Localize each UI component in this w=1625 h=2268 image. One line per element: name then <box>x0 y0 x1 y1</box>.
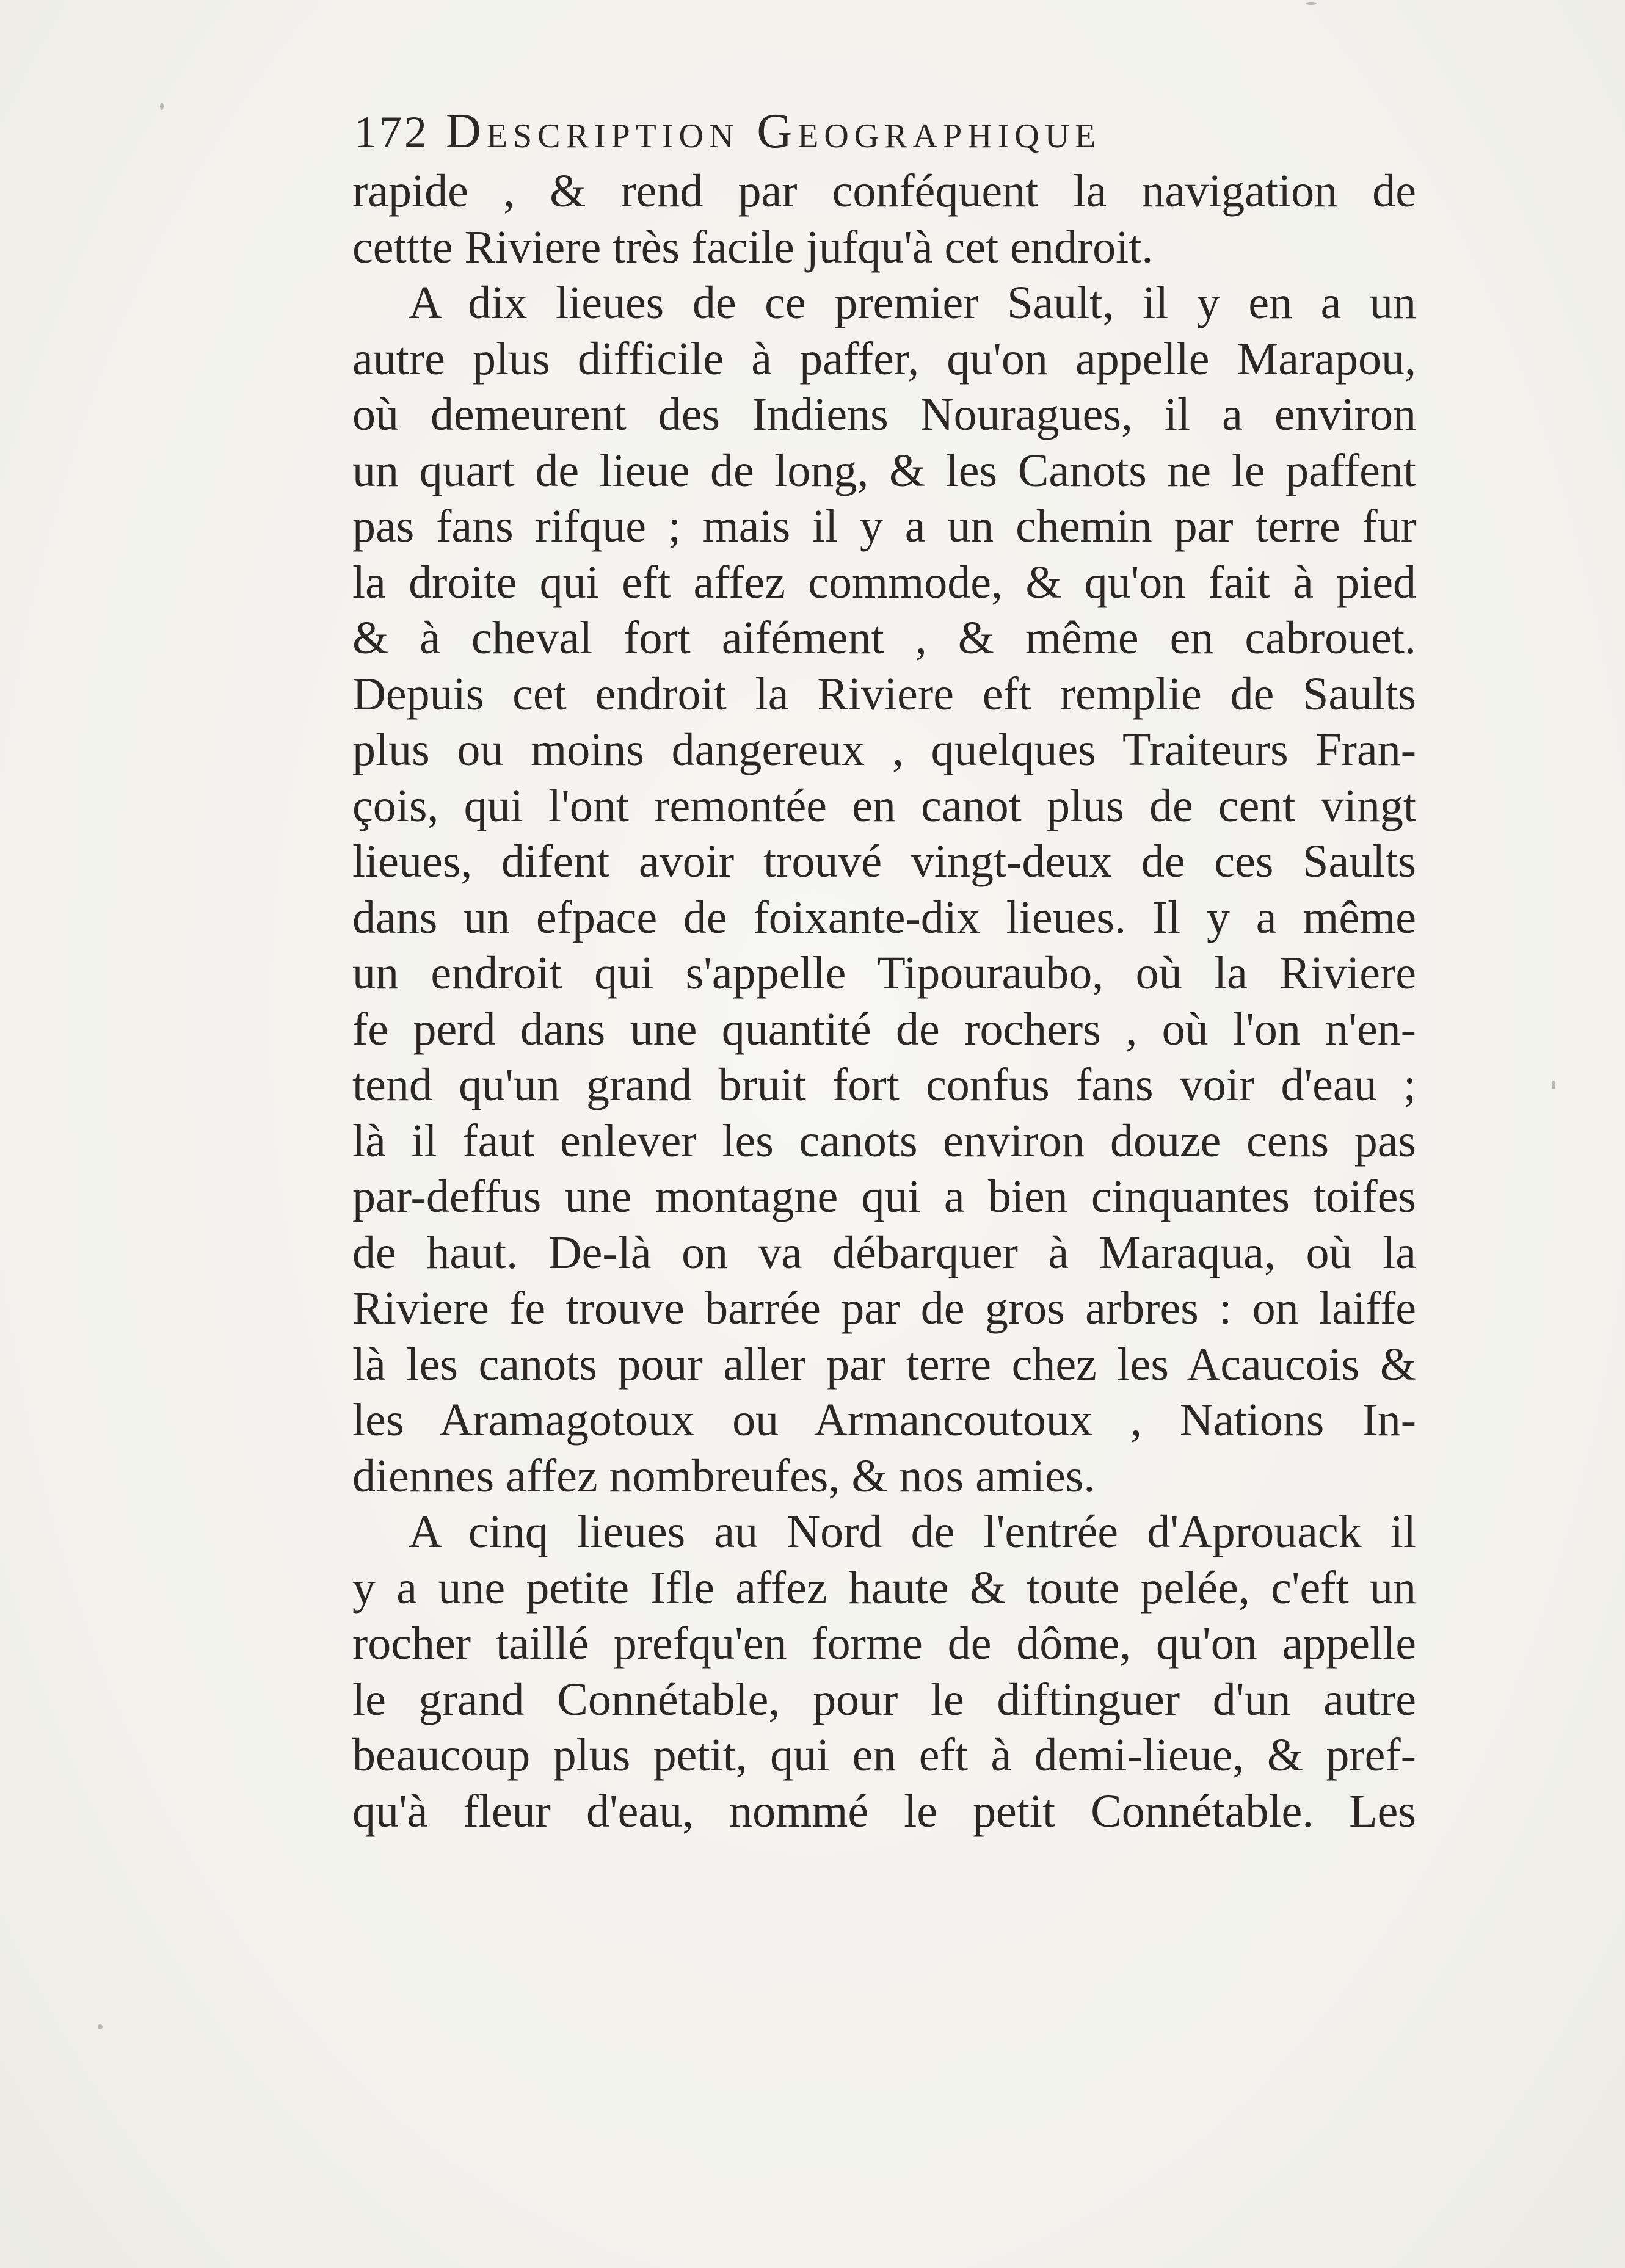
text-line: A dix lieues de ce premier Sault, il y en a un <box>409 277 1416 328</box>
text-line: plus ou moins dangereux , quelques Traiteurs Fran- <box>352 724 1416 775</box>
page-header <box>354 104 1289 165</box>
body-text <box>352 164 1416 1839</box>
text-line: pas fans rifque ; mais il y a un chemin par terre fur <box>352 501 1416 552</box>
text-line: là les canots pour aller par terre chez les Acaucois & <box>352 1338 1416 1390</box>
running-title: Description Geographique <box>446 104 1102 158</box>
page-number: 172 <box>354 107 429 158</box>
text-line: les Aramagotoux ou Armancoutoux , Nations In- <box>352 1394 1416 1446</box>
text-line: où demeurent des Indiens Nouragues, il a environ <box>352 389 1416 440</box>
text-line: fe perd dans une quantité de rochers , où l'on n'en- <box>352 1003 1416 1055</box>
text-line: Riviere fe trouve barrée par de gros arbres : on laiffe <box>352 1283 1416 1334</box>
text-line: lieues, difent avoir trouvé vingt-deux de ces Saults <box>352 836 1416 887</box>
paper-speck <box>1552 1081 1555 1089</box>
text-line: rocher taillé prefqu'en forme de dôme, qu'on appelle <box>352 1618 1416 1669</box>
text-line: Depuis cet endroit la Riviere eft remplie de Saults <box>352 668 1416 720</box>
text-line: de haut. De-là on va débarquer à Maraqua, où la <box>352 1226 1416 1278</box>
text-line: beaucoup plus petit, qui en eft à demi-lieue, & pref- <box>352 1730 1416 1781</box>
paper-speck <box>98 2024 103 2029</box>
text-line: rapide , & rend par conféquent la navigation de <box>352 165 1416 217</box>
text-line: A cinq lieues au Nord de l'entrée d'Aprouack il <box>409 1506 1416 1557</box>
text-line: dans un efpace de foixante-dix lieues. Il y a même <box>352 891 1416 943</box>
text-line: un endroit qui s'appelle Tipouraubo, où la Riviere <box>352 947 1416 999</box>
text-line: tend qu'un grand bruit fort confus fans voir d'eau ; <box>352 1059 1416 1110</box>
text-line: & à cheval fort aifément , & même en cabrouet. <box>352 612 1416 664</box>
paper-speck <box>1306 2 1317 5</box>
text-line: par-deffus une montagne qui a bien cinquantes toifes <box>352 1171 1416 1222</box>
text-line: autre plus difficile à paffer, qu'on appelle Marapou, <box>352 333 1416 385</box>
paper-speck <box>160 103 164 110</box>
text-line: la droite qui eft affez commode, & qu'on fait à pied <box>352 556 1416 608</box>
text-line: là il faut enlever les canots environ douze cens pas <box>352 1115 1416 1167</box>
text-line: y a une petite Ifle affez haute & toute pelée, c'eft un <box>352 1562 1416 1614</box>
text-line: çois, qui l'ont remontée en canot plus de cent vingt <box>352 780 1416 831</box>
text-line: le grand Connétable, pour le diftinguer d'un autre <box>352 1673 1416 1725</box>
text-line: diennes affez nombreufes, & nos amies. <box>352 1450 1096 1502</box>
text-line: cettte Riviere très facile jufqu'à cet endroit. <box>352 221 1154 273</box>
text-line: qu'à fleur d'eau, nommé le petit Connétable. Les <box>352 1785 1416 1837</box>
text-line: un quart de lieue de long, & les Canots ne le paffent <box>352 444 1416 496</box>
